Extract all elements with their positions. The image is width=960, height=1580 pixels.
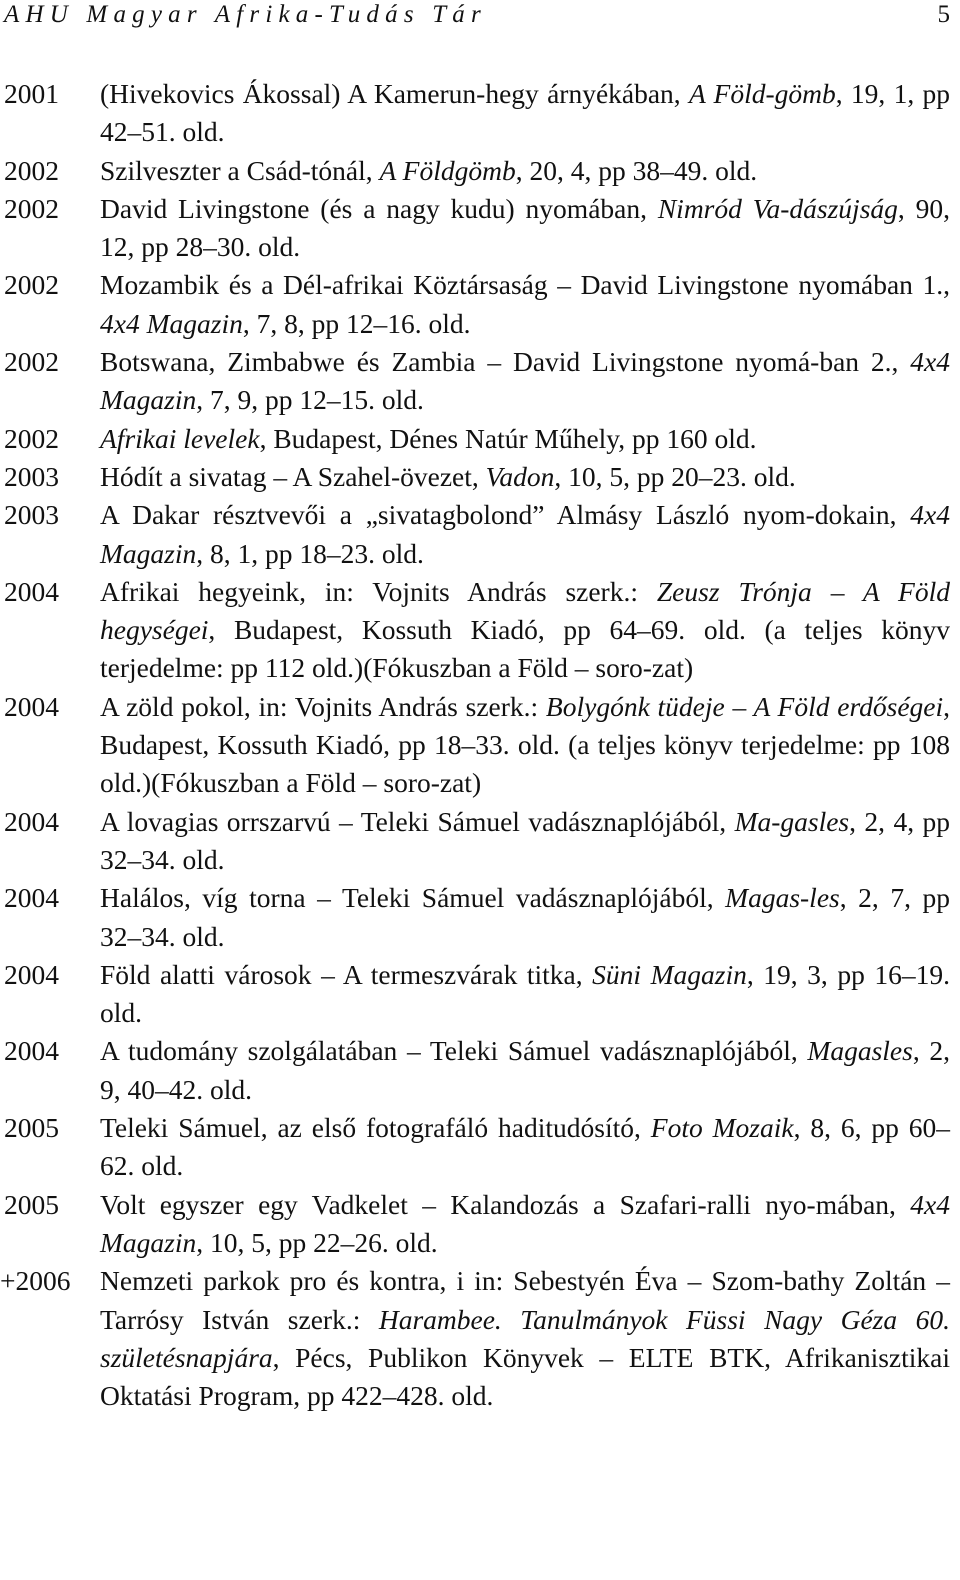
entry-text [100, 458, 950, 496]
bibliography-entry [0, 688, 960, 803]
bibliography-entry [0, 420, 960, 458]
entry-text [100, 1262, 950, 1415]
entry-text-segment: , 20, 4, pp 38–49. old. [515, 154, 758, 186]
entry-text-segment: , Budapest, Kossuth Kiadó, pp 18–33. old. (a teljes könyv terjedelme: pp 108 old.)(Fókuszban a Föld – soro-zat) [100, 690, 950, 799]
entry-text-segment: Föld alatti városok – A termeszvárak titka, [100, 958, 593, 990]
entry-text-segment: , Budapest, Kossuth Kiadó, pp 64–69. old. (a teljes könyv terjedelme: pp 112 old.)(Fókuszban a Föld – soro-zat) [100, 614, 950, 684]
bibliography-entry [0, 75, 960, 152]
entry-year-text: 2004 [4, 882, 59, 914]
entry-year-text: 2004 [4, 1035, 59, 1067]
entry-year [0, 75, 100, 113]
bibliography-entry [0, 266, 960, 343]
bibliography-entry [0, 496, 960, 573]
bibliography-entry [0, 152, 960, 190]
entry-text-segment: A zöld pokol, in: Vojnits András szerk.: [100, 690, 546, 722]
entry-year [0, 152, 100, 190]
entry-year [0, 956, 100, 994]
entry-year-text: 2002 [4, 422, 59, 454]
page-header [0, 0, 960, 34]
entry-year [0, 688, 100, 726]
entry-title-italic: Bolygónk tüdeje – A Föld erdőségei [545, 690, 944, 722]
entry-title-italic: A Földgömb [379, 154, 516, 186]
entry-text [100, 496, 950, 573]
entry-text-segment: Mozambik és a Dél-afrikai Köztársaság – David Livingstone nyomában 1., [100, 269, 950, 301]
bibliography-entry [0, 1109, 960, 1186]
entry-year [0, 266, 100, 304]
entry-text [100, 688, 950, 803]
entry-year-text: 2002 [4, 154, 59, 186]
entry-title-italic: 4x4 Magazin [100, 346, 950, 416]
entry-title-italic: 4x4 Magazin [100, 1188, 950, 1258]
entry-text-segment: , 10, 5, pp 20–23. old. [554, 460, 796, 492]
entry-year [0, 343, 100, 381]
entry-title-italic: A Föld-gömb [688, 78, 836, 109]
entry-text-segment: , 2, 9, 40–42. old. [100, 1035, 950, 1105]
entry-year [0, 496, 100, 534]
entry-year-text: 2001 [4, 78, 59, 109]
entry-text [100, 956, 950, 1033]
entry-text-segment: , 2, 4, pp 32–34. old. [100, 805, 951, 875]
entry-text [100, 420, 950, 458]
entry-text-segment: David Livingstone (és a nagy kudu) nyomában, [100, 192, 658, 224]
entry-text-segment: Afrikai hegyeink, in: Vojnits András szerk.: [100, 575, 657, 607]
entry-text-segment: A lovagias orrszarvú – Teleki Sámuel vadásznaplójából, [100, 805, 735, 837]
bibliography-entry [0, 879, 960, 956]
entry-text [100, 190, 950, 267]
entry-year-text: 2002 [4, 269, 59, 301]
entry-year-text: 2004 [4, 805, 59, 837]
entry-title-italic: Magasles [807, 1035, 913, 1067]
bibliography-entry [0, 1262, 960, 1415]
entry-text-segment: A Dakar résztvevői a „sivatagbolond” Almásy László nyom-dokain, [100, 499, 911, 531]
bibliography-entry [0, 803, 960, 880]
entry-title-italic: Foto Mozaik [650, 1112, 794, 1144]
entry-text [100, 266, 950, 343]
entry-year [0, 420, 100, 458]
entry-year-text: 2004 [4, 690, 59, 722]
entry-title-italic: Magas-les [725, 882, 840, 914]
bibliography-entry [0, 343, 960, 420]
entry-text-segment: Hódít a sivatag – A Szahel-övezet, [100, 460, 486, 492]
entry-text-segment: Volt egyszer egy Vadkelet – Kalandozás a Szafari-ralli nyo-mában, [100, 1188, 911, 1220]
entry-text-segment: , 10, 5, pp 22–26. old. [196, 1226, 438, 1258]
entry-text [100, 1032, 950, 1109]
entry-text-segment: , 2, 7, pp 32–34. old. [100, 882, 950, 952]
entry-text [100, 879, 950, 956]
entry-title-italic: 4x4 Magazin [100, 307, 243, 339]
entry-year [0, 458, 100, 496]
page-number: 5 [937, 1, 950, 28]
entry-year [0, 190, 100, 228]
entry-year-text: +2006 [0, 1265, 71, 1297]
entry-text-segment: Botswana, Zimbabwe és Zambia – David Livingstone nyomá-ban 2., [100, 346, 911, 378]
entry-title-italic: 4x4 Magazin [100, 499, 950, 569]
bibliography-entry [0, 956, 960, 1033]
entry-text [100, 1186, 950, 1263]
bibliography-entry [0, 1186, 960, 1263]
entry-year-text: 2003 [4, 460, 59, 492]
entry-year [0, 573, 100, 611]
entry-title-italic: Zeusz Trónja – A Föld hegységei [100, 575, 950, 646]
entry-text-segment: , 7, 9, pp 12–15. old. [196, 384, 424, 416]
entry-text-segment: , 7, 8, pp 12–16. old. [242, 307, 471, 339]
entry-text-segment: Halálos, víg torna – Teleki Sámuel vadásznaplójából, [100, 882, 726, 914]
entry-text-segment: Nemzeti parkok pro és kontra, i in: Sebestyén Éva – Szom-bathy Zoltán – Tarrósy István szerk.: [100, 1265, 950, 1335]
entry-text-segment: (Hivekovics Ákossal) A Kamerun-hegy árnyékában, [100, 78, 689, 109]
entry-text-segment: , 19, 3, pp 16–19. old. [100, 958, 950, 1029]
bibliography-entry [0, 190, 960, 267]
entry-text [100, 1109, 950, 1186]
entry-text-segment: , 8, 1, pp 18–23. old. [196, 537, 424, 569]
entry-year-text: 2004 [4, 575, 59, 607]
entry-text-segment: A tudomány szolgálatában – Teleki Sámuel vadásznaplójából, [100, 1035, 808, 1067]
entry-text-segment: Teleki Sámuel, az első fotografáló haditudósító, [100, 1112, 651, 1144]
entry-year [0, 1109, 100, 1147]
bibliography-list [0, 75, 960, 1415]
bibliography-entry [0, 458, 960, 496]
entry-text-segment: , Pécs, Publikon Könyvek – ELTE BTK, Afrikanisztikai Oktatási Program, pp 422–428. old. [100, 1341, 950, 1412]
entry-year [0, 879, 100, 917]
entry-text [100, 152, 950, 190]
entry-year-text: 2003 [4, 499, 59, 531]
entry-year-text: 2002 [4, 192, 59, 224]
bibliography-entry [0, 573, 960, 688]
entry-text [100, 573, 950, 688]
entry-text-segment: , 90, 12, pp 28–30. old. [100, 192, 951, 263]
entry-year [0, 1262, 100, 1300]
entry-title-italic: Nimród Va-dászújság [657, 192, 898, 224]
entry-title-italic: Vadon [485, 460, 555, 492]
entry-title-italic: Harambee. Tanulmányok Füssi Nagy Géza 60. születésnapjára [100, 1303, 951, 1373]
entry-title-italic: Süni Magazin [592, 958, 747, 990]
header-title: AHU Magyar Afrika-Tudás Tár [4, 1, 487, 28]
entry-text-segment: Szilveszter a Csád-tónál, [100, 154, 380, 186]
entry-text-segment: , 19, 1, pp 42–51. old. [100, 78, 950, 148]
entry-year [0, 803, 100, 841]
entry-title-italic: Ma-gasles [734, 805, 850, 837]
entry-text [100, 343, 950, 420]
entry-text-segment: , Budapest, Dénes Natúr Műhely, pp 160 old. [259, 422, 757, 454]
entry-year-text: 2005 [4, 1112, 59, 1144]
entry-year [0, 1186, 100, 1224]
entry-year-text: 2004 [4, 958, 59, 990]
entry-text [100, 803, 950, 880]
entry-year-text: 2002 [4, 346, 59, 378]
entry-year-text: 2005 [4, 1188, 59, 1220]
entry-text-segment: , 8, 6, pp 60–62. old. [100, 1112, 951, 1182]
bibliography-entry [0, 1032, 960, 1109]
entry-text [100, 75, 950, 152]
entry-title-italic: Afrikai levelek [100, 422, 260, 454]
entry-year [0, 1032, 100, 1070]
